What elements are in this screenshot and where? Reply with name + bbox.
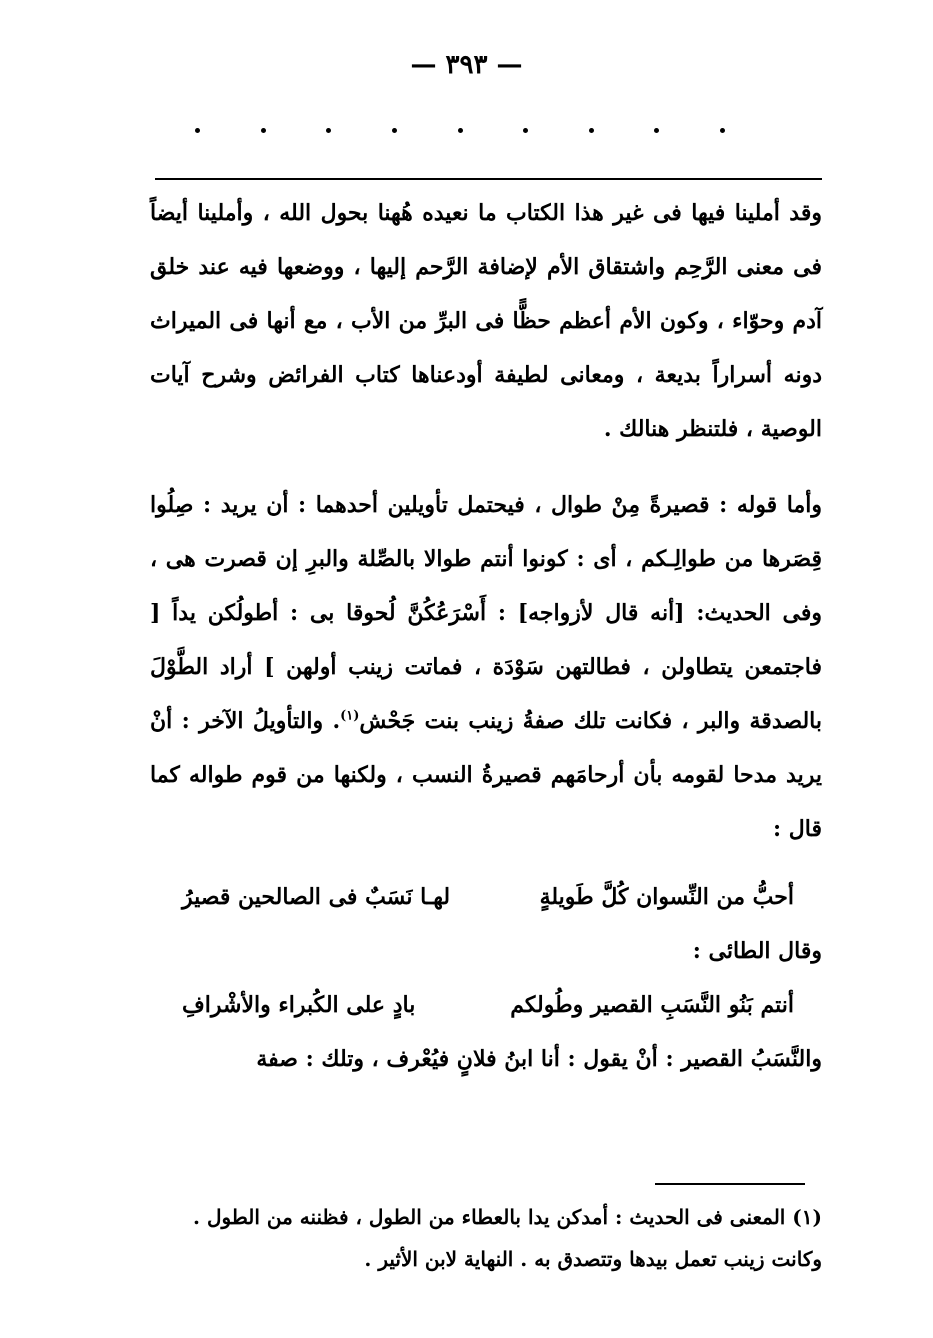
- page-number: — ٣٩٣ —: [410, 50, 523, 80]
- footnote-line: (١) المعنى فى الحديث : أمدكن يدا بالعطاء من الطول ، فظننه من الطول .: [193, 1205, 822, 1229]
- interpretation-lead: . والتأويلُ الآخر :: [181, 708, 341, 734]
- ornament-dots: [195, 128, 725, 133]
- attribution: وقال الطائى :: [692, 938, 822, 964]
- dot: [261, 128, 266, 133]
- dot: [458, 128, 463, 133]
- verse-hemistich-left: بادٍ على الكُبراء والأشْرافِ: [182, 992, 416, 1018]
- verse-line: [182, 870, 822, 924]
- verse-hemistich-right: أنتم بَنُو النَّسَبِ القصير وطُولكم: [510, 992, 794, 1018]
- dot: [392, 128, 397, 133]
- closing-line: والنَّسَبُ القصير : أنْ يقول : أنا ابنُ فلانٍ فيُعْرف ، وتلك : صفة: [256, 1046, 822, 1072]
- footnote: [150, 1196, 822, 1280]
- footnote-marker: (١): [340, 708, 360, 724]
- paragraph: [150, 478, 822, 856]
- paragraph-text: وأما قوله : قصيرةً مِنْ طوال ، فيحتمل تأويلين أحدهما : أن يريد : صِلُوا قِصَرها من طوالِـكم ، أى : كونوا أنتم طوالا بالصِّلة والبرِ إن قصرت هى ، وفى الحديث: [أنه قال لأزواجه] : أَسْرَعُكُنَّ لُحوقا بى : أطولُكن يداً [ فاجتمعن يتطاولن ، فطالتهن سَوْدَة ، فماتت زينب أولهن ] أراد الطَّوْلَ بالصدقة والبر ، فكانت تلك صفةُ زينب بنت جَحْش: [150, 492, 822, 734]
- dot: [523, 128, 528, 133]
- dot: [654, 128, 659, 133]
- dot: [589, 128, 594, 133]
- verse-hemistich-right: أحبُّ من النِّسوان كُلَّ طَويلةٍ: [539, 884, 794, 910]
- dot: [326, 128, 331, 133]
- verse-hemistich-left: لهـا نَسَبٌ فى الصالحين قصيرُ: [182, 884, 451, 910]
- dot: [720, 128, 725, 133]
- main-text: [150, 186, 822, 1086]
- dot: [195, 128, 200, 133]
- footnote-rule: [655, 1183, 805, 1185]
- paragraph: وقد أملينا فيها فى غير هذا الكتاب ما نعيده هُهنا بحول الله ، وأملينا أيضاً فى معنى الرَّحِم واشتقاق الأم لإضافة الرَّحم إليها ، ووضعها فيه عند خلق آدم وحوّاء ، وكون الأم أعظم حظًّا فى البرِّ من الأب ، مع أنها فى الميراث دونه أسراراً بديعة ، ومعانى لطيفة أودعناها كتاب الفرائض وشرح آيات الوصية ، فلتنظر هنالك .: [150, 200, 822, 442]
- footnote-line: وكانت زينب تعمل بيدها وتتصدق به . النهاية لابن الأثير .: [364, 1247, 822, 1271]
- verse-line: [182, 978, 822, 1032]
- paragraph-text: أنْ يريد مدحا لقومه بأن أرحامَهم قصيرةُ النسب ، ولكنها من قوم طواله كما قال :: [150, 708, 822, 842]
- header-rule: [155, 178, 822, 180]
